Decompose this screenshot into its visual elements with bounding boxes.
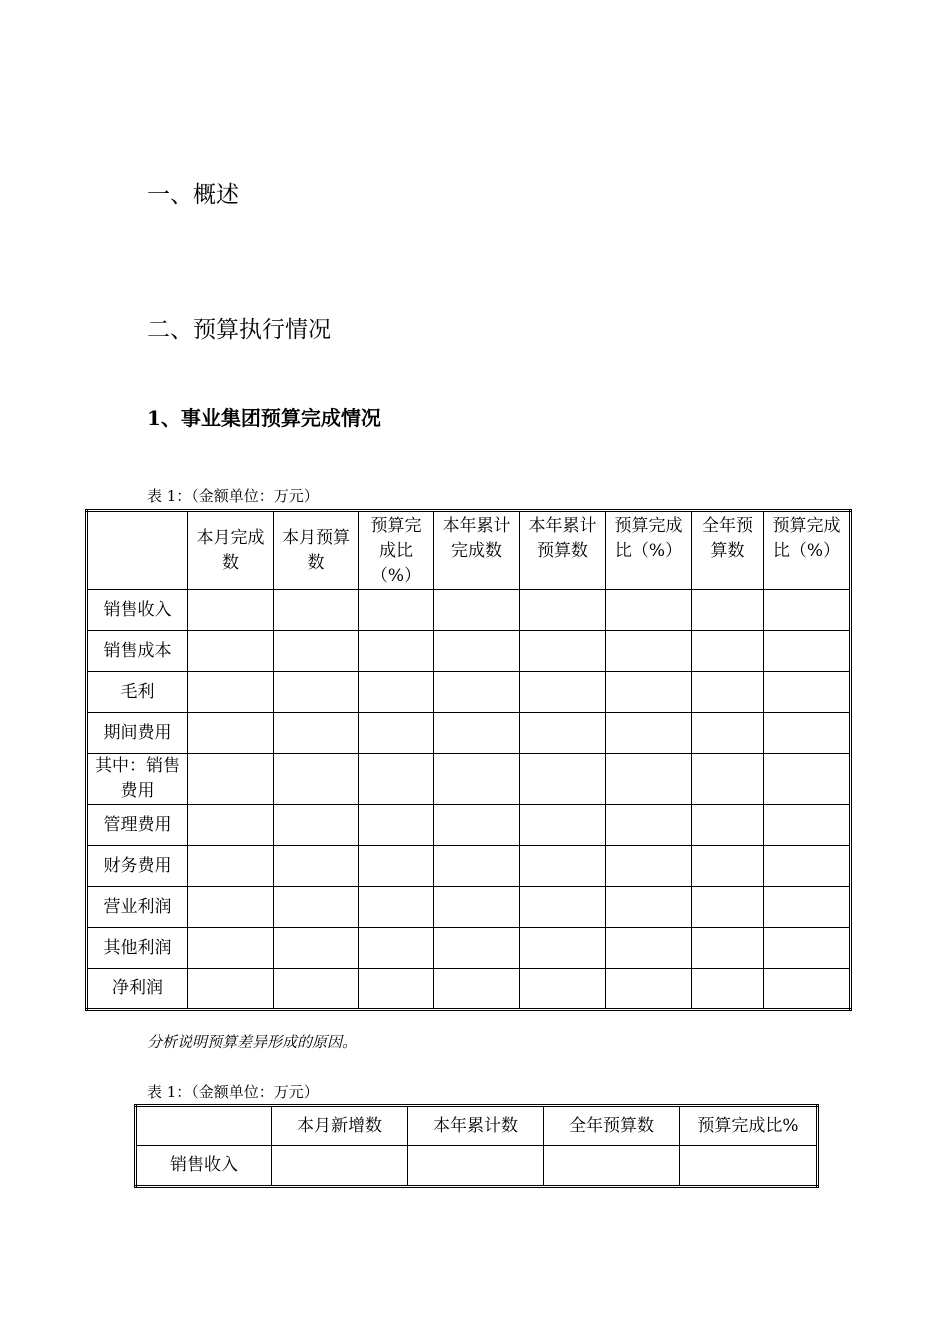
row-label: 管理费用: [87, 805, 188, 846]
table1-header-cell: 预算完成比（%）: [359, 511, 434, 590]
data-cell[interactable]: [764, 672, 851, 713]
table2-header-cell: 本月新增数: [272, 1106, 408, 1146]
data-cell[interactable]: [520, 590, 606, 631]
table2-header-corner: [136, 1106, 272, 1146]
table1-header-cell: 本年累计预算数: [520, 511, 606, 590]
data-cell[interactable]: [359, 713, 434, 754]
table2-caption: 表 1：（金额单位：万元）: [147, 1083, 319, 1101]
data-cell[interactable]: [274, 928, 359, 969]
table1-header-row: [87, 511, 851, 590]
data-cell[interactable]: [188, 969, 274, 1010]
table-row: [87, 713, 851, 754]
data-cell[interactable]: [274, 846, 359, 887]
table-row: [136, 1146, 818, 1187]
data-cell[interactable]: [606, 754, 692, 805]
data-cell[interactable]: [764, 928, 851, 969]
data-cell[interactable]: [764, 969, 851, 1010]
row-label: 毛利: [87, 672, 188, 713]
data-cell[interactable]: [692, 713, 764, 754]
row-label: 财务费用: [87, 846, 188, 887]
table-row: [87, 846, 851, 887]
row-label: 销售收入: [87, 590, 188, 631]
data-cell[interactable]: [606, 969, 692, 1010]
row-label: 销售收入: [136, 1146, 272, 1187]
row-label: 营业利润: [87, 887, 188, 928]
data-cell[interactable]: [434, 805, 520, 846]
subsection-title-group-budget: 1、事业集团预算完成情况: [147, 406, 381, 430]
table-row: [87, 805, 851, 846]
data-cell[interactable]: [434, 590, 520, 631]
data-cell[interactable]: [434, 846, 520, 887]
data-cell[interactable]: [692, 805, 764, 846]
data-cell[interactable]: [764, 590, 851, 631]
table1-header-cell: 预算完成比（%）: [764, 511, 851, 590]
data-cell[interactable]: [359, 846, 434, 887]
sales-summary-table: [134, 1104, 819, 1188]
data-cell[interactable]: [434, 631, 520, 672]
data-cell[interactable]: [520, 887, 606, 928]
data-cell[interactable]: [188, 754, 274, 805]
data-cell[interactable]: [764, 713, 851, 754]
data-cell[interactable]: [692, 631, 764, 672]
table2-header-cell: 本年累计数: [408, 1106, 544, 1146]
section-title-budget-execution: 二、预算执行情况: [147, 317, 331, 343]
table1-header-cell: 本月完成数: [188, 511, 274, 590]
data-cell[interactable]: [692, 928, 764, 969]
data-cell[interactable]: [434, 887, 520, 928]
table1-header-cell: 预算完成比（%）: [606, 511, 692, 590]
data-cell[interactable]: [434, 928, 520, 969]
data-cell[interactable]: [520, 928, 606, 969]
data-cell[interactable]: [359, 928, 434, 969]
table-row: [87, 672, 851, 713]
data-cell[interactable]: [359, 754, 434, 805]
data-cell[interactable]: [692, 754, 764, 805]
data-cell[interactable]: [359, 672, 434, 713]
data-cell[interactable]: [680, 1146, 818, 1187]
row-label: 销售成本: [87, 631, 188, 672]
data-cell[interactable]: [692, 590, 764, 631]
data-cell[interactable]: [359, 631, 434, 672]
data-cell[interactable]: [434, 672, 520, 713]
table1-header-corner: [87, 511, 188, 590]
data-cell[interactable]: [520, 754, 606, 805]
table1-header-cell: 本年累计完成数: [434, 511, 520, 590]
data-cell[interactable]: [359, 887, 434, 928]
data-cell[interactable]: [606, 672, 692, 713]
data-cell[interactable]: [764, 846, 851, 887]
data-cell[interactable]: [520, 631, 606, 672]
data-cell[interactable]: [764, 805, 851, 846]
data-cell[interactable]: [274, 672, 359, 713]
data-cell[interactable]: [606, 805, 692, 846]
table-row: [87, 590, 851, 631]
data-cell[interactable]: [274, 590, 359, 631]
data-cell[interactable]: [274, 969, 359, 1010]
table-row: [87, 631, 851, 672]
table1-header-cell: 全年预算数: [692, 511, 764, 590]
data-cell[interactable]: [359, 805, 434, 846]
table-row: [87, 969, 851, 1010]
data-cell[interactable]: [692, 887, 764, 928]
data-cell[interactable]: [188, 846, 274, 887]
row-label: 净利润: [87, 969, 188, 1010]
data-cell[interactable]: [692, 969, 764, 1010]
data-cell[interactable]: [520, 672, 606, 713]
analysis-note: 分析说明预算差异形成的原因。: [147, 1033, 358, 1051]
data-cell[interactable]: [544, 1146, 680, 1187]
data-cell[interactable]: [606, 846, 692, 887]
data-cell[interactable]: [692, 672, 764, 713]
table2-header-row: [136, 1106, 818, 1146]
data-cell[interactable]: [520, 805, 606, 846]
data-cell[interactable]: [188, 887, 274, 928]
data-cell[interactable]: [274, 805, 359, 846]
data-cell[interactable]: [520, 969, 606, 1010]
data-cell[interactable]: [188, 928, 274, 969]
data-cell[interactable]: [188, 590, 274, 631]
table1-caption: 表 1：（金额单位：万元）: [147, 487, 319, 505]
row-label: 其中：销售费用: [87, 754, 188, 805]
data-cell[interactable]: [434, 754, 520, 805]
data-cell[interactable]: [408, 1146, 544, 1187]
data-cell[interactable]: [520, 713, 606, 754]
data-cell[interactable]: [606, 928, 692, 969]
section-title-overview: 一、概述: [147, 182, 239, 208]
row-label: 其他利润: [87, 928, 188, 969]
table1-header-cell: 本月预算数: [274, 511, 359, 590]
budget-completion-table: [85, 509, 852, 1011]
data-cell[interactable]: [274, 713, 359, 754]
data-cell[interactable]: [520, 846, 606, 887]
data-cell[interactable]: [606, 887, 692, 928]
table-row: [87, 928, 851, 969]
data-cell[interactable]: [188, 713, 274, 754]
data-cell[interactable]: [692, 846, 764, 887]
data-cell[interactable]: [188, 672, 274, 713]
table2-header-cell: 全年预算数: [544, 1106, 680, 1146]
data-cell[interactable]: [359, 590, 434, 631]
row-label: 期间费用: [87, 713, 188, 754]
data-cell[interactable]: [434, 969, 520, 1010]
table-row: [87, 887, 851, 928]
data-cell[interactable]: [606, 713, 692, 754]
table-row: [87, 754, 851, 805]
data-cell[interactable]: [606, 631, 692, 672]
data-cell[interactable]: [764, 754, 851, 805]
data-cell[interactable]: [188, 805, 274, 846]
data-cell[interactable]: [434, 713, 520, 754]
data-cell[interactable]: [274, 631, 359, 672]
data-cell[interactable]: [188, 631, 274, 672]
table2-header-cell: 预算完成比%: [680, 1106, 818, 1146]
data-cell[interactable]: [764, 887, 851, 928]
data-cell[interactable]: [274, 754, 359, 805]
data-cell[interactable]: [274, 887, 359, 928]
data-cell[interactable]: [272, 1146, 408, 1187]
data-cell[interactable]: [606, 590, 692, 631]
data-cell[interactable]: [764, 631, 851, 672]
data-cell[interactable]: [359, 969, 434, 1010]
